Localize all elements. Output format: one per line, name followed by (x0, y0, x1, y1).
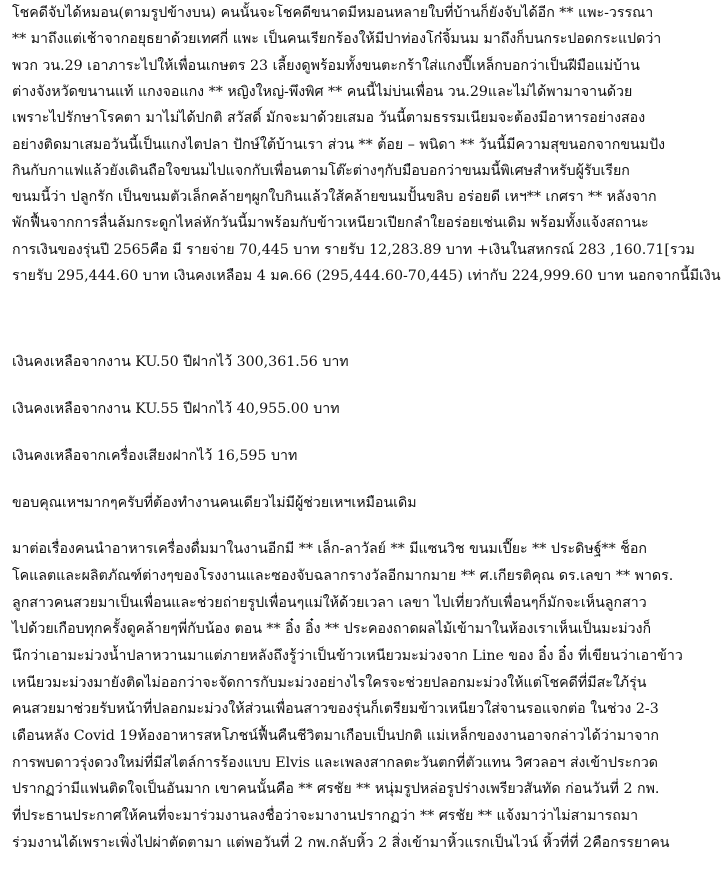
text-line: เงินคงเหลือจากงาน KU.55 ปีฝากไว้ 40,955.00 บาท (12, 401, 340, 417)
text-line: ** มาถึงแต่เช้าจากอยุธยาด้วยเทศกี่ แพะ เป็นคนเรียกร้องให้มีปาท่องโก๋จิ้มนม มาถึงก็บนกระปอดกระแปดว่า (12, 31, 662, 48)
text-line: พักฟื้นจากการลื่นล้มกระดูกไหล่หักวันนี้มาพร้อมกับข้าวเหนียวเปียกลำใยอร่อยเช่นเดิม พร้อมทั้งแจ้งสถานะ (12, 215, 649, 232)
text-line: เหนียวมะม่วงมายังติดไม่ออกว่าจะจัดการกับมะม่วงอย่างไรใครจะช่วยปลอกมะม่วงให้แต่โชคดีที่มีสะใภ้รุ่น (12, 675, 647, 691)
text-line: ไปด้วยเกือบทุกครั้งดูคล้ายๆพี่กับน้อง ตอน ** อิ๋ง อิ๋ง ** ประคองถาดผลไม้เข้ามาในห้องเราเห็นเป็นมะม่วงก็ (12, 621, 652, 637)
text-line: เงินคงเหลือจากงาน KU.50 ปีฝากไว้ 300,361.56 บาท (12, 354, 349, 370)
text-line: ต่างจังหวัดขนานแท้ แกงจอแกง ** หญิงใหญ่-พึงพิศ ** คนนี้ไม่บ่นเพื่อน วน.29และไม่ได้พามาจานด้วย (12, 83, 633, 100)
text-line: รายรับ 295,444.60 บาท เงินคงเหลือม 4 มค.66 (295,444.60-70,445) เท่ากับ 224,999.60 บาท นอกจากนี้มีเงิน (12, 268, 721, 284)
text-line: ขนมนี้ว่า ปลูกรัก เป็นขนมตัวเล็กคล้ายๆผูกใบกินแล้วใส้คล้ายขนมปั้นขลิบ อร่อยดี เหฯ** เกศรา ** หลังจาก (12, 189, 657, 206)
text-line: พวก วน.29 เอาภาระไปให้เพื่อนเกษตร 23 เลี้ยงดูพร้อมทั้งขนตะกร้าใส่แกงปี๊เหล็กบอกว่าเป็นฝีมือแม่บ้าน (12, 57, 640, 74)
text-line: ขอบคุณเหฯมากๆครับที่ต้องทำงานคนเดียวไม่มีผู้ช่วยเหฯเหมือนเดิม (12, 495, 417, 511)
text-line: มาต่อเรื่องคนนำอาหารเครื่องดื่มมาในงานอีกมี ** เล็ก-ลาวัลย์ ** มีแซนวิช ขนมเปี๊ยะ ** ประดิษฐ์** ช็อก (12, 541, 647, 557)
text-line: เพราะไปรักษาโรคตา มาไม่ได้ปกติ สวัสดิ์ มักจะมาด้วยเสมอ วันนี้ตามธรรมเนียมจะต้องมีอาหารอย่างสอง (12, 110, 646, 127)
text-line: นึกว่าเอามะม่วงน้ำปลาหวานมาแต่ภายหลังถึงรู้ว่าเป็นข้าวเหนียวมะม่วงจาก Line ของ อิ๋ง อิ๋ง ที่เขียนว่าเอาข้าว (12, 648, 683, 664)
text-line: การเงินของรุ่นปี 2565คือ มี รายจ่าย 70,445 บาท รายรับ 12,283.89 บาท +เงินในสหกรณ์ 283 ,160.71[รวม (12, 241, 695, 258)
text-line: กินกับกาแฟแล้วยังเดินถือใจขนมไปแจกกับเพื่อนตามโต๊ะต่างๆกับมือบอกว่าขนมนี้พิเศษสำหรับผู้รับเรียก (12, 162, 630, 179)
text-line: โคแลตและผลิตภัณฑ์ต่างๆของโรงงานและซองจับฉลากรางวัลอีกมากมาย ** ศ.เกียรติคุณ ดร.เลขา ** พาดร. (12, 568, 674, 584)
text-line: การพบดาวรุ่งดวงใหม่ที่มีสไตล์การร้องแบบ Elvis และเพลงสากลตะวันตกที่ตัวแทน วิศวลอฯ ส่งเข้าประกวด (12, 755, 659, 771)
text-line: ร่วมงานได้เพราะเพิ่งไปผ่าตัดตามา แต่พอวันที่ 2 กพ.กลับหิ้ว 2 สิ่งเข้ามาหิ้วแรกเป็นไวน์ หิ้วที่ที่ 2คือกรรยาคน (12, 835, 670, 851)
text-line: คนสวยมาช่วยรับหน้าที่ปลอกมะม่วงให้ส่วนเพื่อนสาวของรุ่นก็เตรียมข้าวเหนียวใส่จานรอแจกต่อ ในช่วง 2-3 (12, 701, 659, 717)
text-line: อย่างติดมาเสมอวันนี้เป็นแกงไตปลา ปักษ์ใต้บ้านเรา ส่วน ** ต้อย – พนิดา ** วันนี้มีความสุขนอกจากขนมปัง (12, 136, 666, 153)
text-line: ลูกสาวคนสวยมาเป็นเพื่อนและช่วยถ่ายรูปเพื่อนๆแม่ให้ด้วยเวลา เลขา ไปเที่ยวกับเพื่อนๆก็มักจะเห็นลูกสาว (12, 595, 647, 611)
text-line: เดือนหลัง Covid 19ห้องอาหารสหโภชน์ฟื้นคืนชีวิตมาเกือบเป็นปกติ แม่เหล็กของงานอาจกล่าวได้ว่ามาจาก (12, 728, 660, 744)
text-line: เงินคงเหลือจากเครื่องเสียงฝากไว้ 16,595 บาท (12, 448, 298, 464)
text-line: ที่ประธานประกาศให้คนที่จะมาร่วมงานลงชื่อว่าจะมางานปรากฏว่า ** ศรชัย ** แจ้งมาว่าไม่สามารถมา (12, 808, 639, 824)
text-line: ปรากฏว่ามีแฟนติดใจเป็นอันมาก เขาคนนั้นคือ ** ศรชัย ** หนุ่มรูปหล่อรูปร่างเพรียวสันทัด ก่อนวันที่ 2 กพ. (12, 781, 660, 797)
text-line: โชคดีจับได้หมอน(ตามรูปข้างบน) คนนั้นจะโชคดีขนาดมีหมอนหลายใบที่บ้านก็ยังจับได้อีก ** แพะ-วรรณา (12, 5, 654, 21)
